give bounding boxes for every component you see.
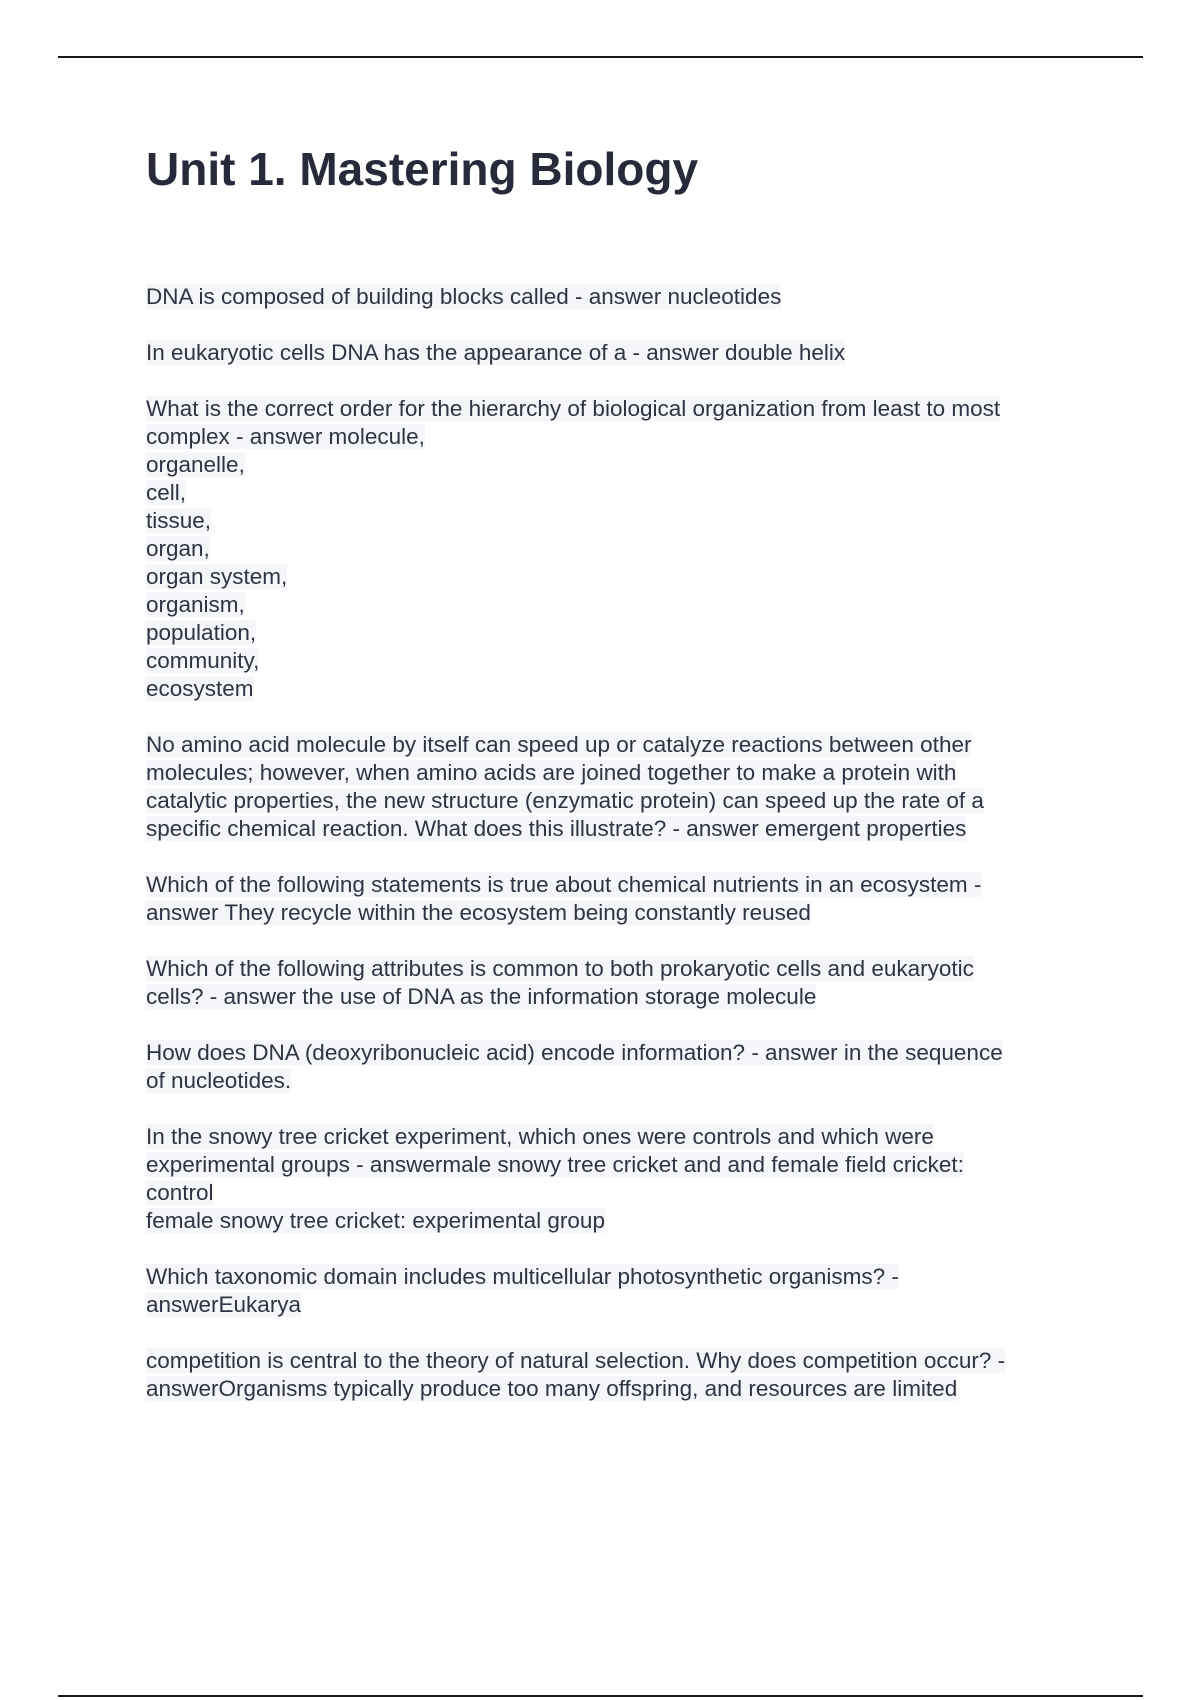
qa-line [146,787,1076,815]
qa-line-text: DNA is composed of building blocks called - answer nucleotides [146,284,782,309]
qa-line-text: cells? - answer the use of DNA as the information storage molecule [146,984,817,1009]
qa-line [146,591,1076,619]
qa-line [146,1347,1076,1375]
qa-item [146,395,1076,703]
top-rule [58,56,1143,58]
qa-line [146,731,1076,759]
qa-line [146,1207,1076,1235]
qa-line [146,535,1076,563]
qa-line [146,647,1076,675]
qa-line [146,1151,1076,1179]
qa-item [146,283,1076,311]
qa-line-text: answerOrganisms typically produce too many offspring, and resources are limited [146,1376,958,1401]
qa-line-text: female snowy tree cricket: experimental group [146,1208,605,1233]
qa-item [146,1039,1076,1095]
qa-item [146,1347,1076,1403]
qa-line-text: population, [146,620,257,645]
qa-line [146,1179,1076,1207]
qa-line [146,1263,1076,1291]
qa-line-text: ecosystem [146,676,254,701]
bottom-rule [58,1695,1143,1697]
qa-line [146,1375,1076,1403]
qa-line [146,451,1076,479]
qa-line-text: organ system, [146,564,288,589]
qa-line-text: Which taxonomic domain includes multicellular photosynthetic organisms? - [146,1264,899,1289]
qa-line [146,1291,1076,1319]
qa-line [146,983,1076,1011]
qa-line-text: Which of the following attributes is common to both prokaryotic cells and eukaryotic [146,956,974,981]
qa-line-text: specific chemical reaction. What does this illustrate? - answer emergent properties [146,816,967,841]
qa-line-text: In the snowy tree cricket experiment, which ones were controls and which were [146,1124,934,1149]
qa-line [146,423,1076,451]
qa-line-text: tissue, [146,508,212,533]
qa-line [146,899,1076,927]
qa-line-text: community, [146,648,260,673]
qa-item [146,955,1076,1011]
qa-line-text: of nucleotides. [146,1068,292,1093]
qa-line [146,619,1076,647]
qa-line-text: What is the correct order for the hierarchy of biological organization from least to most [146,396,1001,421]
qa-line-text: Which of the following statements is true about chemical nutrients in an ecosystem - [146,872,982,897]
qa-line-text: In eukaryotic cells DNA has the appearance of a - answer double helix [146,340,846,365]
qa-line-text: molecules; however, when amino acids are joined together to make a protein with [146,760,957,785]
qa-item [146,1123,1076,1235]
qa-line [146,563,1076,591]
qa-line-text: control [146,1180,214,1205]
qa-line-text: answerEukarya [146,1292,302,1317]
qa-item [146,1263,1076,1319]
qa-item [146,339,1076,367]
qa-line-text: organ, [146,536,210,561]
qa-line-text: organism, [146,592,245,617]
qa-line [146,507,1076,535]
qa-line-text: complex - answer molecule, [146,424,425,449]
qa-line [146,1039,1076,1067]
qa-line [146,339,1076,367]
qa-line [146,395,1076,423]
qa-item [146,731,1076,843]
qa-line-text: cell, [146,480,187,505]
qa-line-text: competition is central to the theory of natural selection. Why does competition occur? - [146,1348,1006,1373]
qa-line [146,283,1076,311]
qa-line-text: How does DNA (deoxyribonucleic acid) encode information? - answer in the sequence [146,1040,1003,1065]
qa-line-text: catalytic properties, the new structure (enzymatic protein) can speed up the rate of a [146,788,984,813]
qa-line [146,871,1076,899]
qa-line-text: No amino acid molecule by itself can speed up or catalyze reactions between other [146,732,972,757]
qa-list [146,283,1076,1431]
qa-line [146,955,1076,983]
qa-line [146,479,1076,507]
qa-item [146,871,1076,927]
qa-line-text: answer They recycle within the ecosystem being constantly reused [146,900,811,925]
qa-line-text: experimental groups - answermale snowy tree cricket and and female field cricket: [146,1152,964,1177]
qa-line-text: organelle, [146,452,245,477]
qa-line [146,675,1076,703]
qa-line [146,759,1076,787]
qa-line [146,1067,1076,1095]
qa-line [146,815,1076,843]
page-title: Unit 1. Mastering Biology [146,143,699,195]
qa-line [146,1123,1076,1151]
